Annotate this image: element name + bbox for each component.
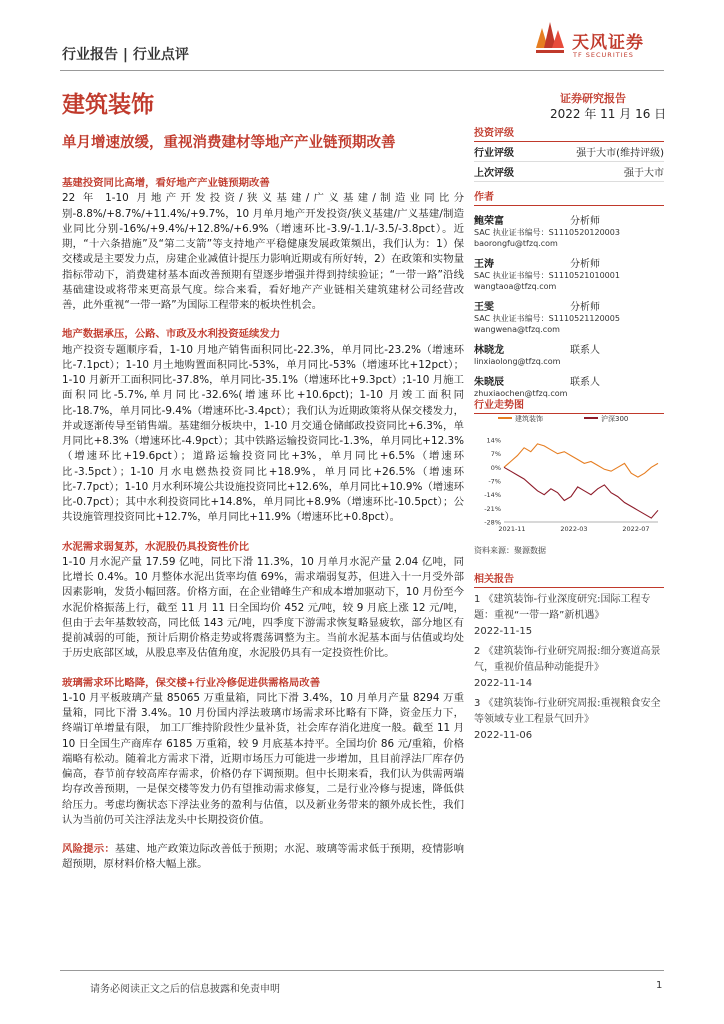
section-heading: 玻璃需求环比略降，保交楼+行业冷修促进供需格局改善	[62, 676, 321, 689]
rating-label: 上次评级	[474, 168, 514, 179]
series-line	[504, 444, 658, 477]
author-role: 分析师	[570, 302, 600, 313]
report-category: 行业报告 | 行业点评	[62, 47, 189, 63]
section-2	[62, 327, 464, 525]
report-date: 2022 年 11 月 16 日	[550, 107, 667, 121]
section-body: 地产投资专题顺序看，1-10 月地产销售面积同比-22.3%，单月同比-23.2%（增速环比-7.1pct）；1-10 月土地购置面积同比-53%，单月同比-53%（增速环比+12pct）；1-10 月新开工面积同比-37.8%，单月同比-35.1%（增速环比+9.3pct）;1-10 月施工面积同比-5.7%,单月同比-32.6%(增速环比+10.6pct)；1-10 月竣工面积同比-18.7%，单月同比-9.4%（增速环比-3.4pct）；我们认为近期政策将从保交楼发力，并或逐渐传导至销售端。基建细分板块中，1-10 月交通仓储邮政投资同比+6.3%，单月同比+8.3%（增速环比-4.9pct）；其中铁路运输投资同比-1.3%，单月同比+12.3%（增速环比+19.6pct）；道路运输投资同比+3%，单月同比+6.5%（增速环比-3.5pct）；1-10 月水电燃热投资同比+18.9%，单月同比+26.5%（增速环比-7.7pct）；1-10 月水利环境公共设施投资同比+12.6%，单月同比+10.9%（增速环比-0.7pct）；其中水利投资同比+14.8%，单月同比+8.9%（增速环比-10.5pct）；公共设施管理投资同比+12.7%，单月同比+11.9%（增速环比+0.8pct）。	[62, 343, 464, 524]
header-divider	[60, 70, 664, 71]
section-body: 1-10 月平板玻璃产量 85065 万重量箱，同比下滑 3.4%，10 月单月产量 8294 万重量箱，同比下滑 3.4%。10 月份国内浮法玻璃市场需求环比略有下降，资金压力下， 终端订单增量有限， 加工厂维持阶段性少量补货，社会库存消化进度一般。截至 11 月 10 日全国生产商库存 6185 万重箱，较 9 月底基本持平。全国均价 86 元/重箱，价格端略有松动。随着北方需求下滑，近期市场压力可能进一步增加，且目前浮法厂库存仍偏高，春节前存较高库存需求，价格仍存下调预期。但中长期来看，我们认为供需两端均存改善预期，一是保交楼等发力仍有望推动需求修复，二是行业冷修与提速，降低供给压力。考虑均衡状态下浮法业务的盈利与估值，以及新业务带来的额外成长性，我们认为当前仍可关注浮法龙头中长期投资价值。	[62, 691, 464, 826]
author-entry	[474, 298, 664, 335]
author-email[interactable]: linxiaolong@tfzq.com	[474, 357, 561, 366]
author-email[interactable]: wangtaoa@tfzq.com	[474, 282, 557, 291]
author-role: 分析师	[570, 216, 600, 227]
author-name: 王涛	[474, 259, 494, 270]
related-reports	[474, 570, 664, 744]
legend-label: 沪深300	[601, 415, 629, 423]
section-1	[62, 176, 464, 313]
author-email[interactable]: zhuxiaochen@tfzq.com	[474, 389, 568, 398]
author-role: 联系人	[570, 345, 600, 356]
logo-subtitle: TF SECURITIES	[573, 51, 634, 59]
author-cert: SAC 执业证书编号：S1110521120005	[474, 314, 620, 323]
y-tick-label: 7%	[490, 450, 501, 459]
author-name: 鲍荣富	[474, 216, 504, 227]
rating-row	[474, 142, 664, 162]
trend-chart-svg	[474, 410, 664, 538]
author-email[interactable]: baorongfu@tfzq.com	[474, 239, 558, 248]
author-name: 林晓龙	[474, 345, 504, 356]
related-date: 2022-11-14	[474, 678, 533, 689]
author-entry	[474, 341, 664, 367]
author-name: 王雯	[474, 302, 494, 313]
related-item[interactable]	[474, 696, 664, 744]
author-name: 朱晓辰	[474, 377, 504, 388]
section-3	[62, 540, 464, 662]
page-number: 1	[656, 980, 663, 991]
y-tick-label: 0%	[490, 463, 501, 472]
trend-chart	[474, 410, 664, 538]
sector-title: 建筑装饰	[62, 92, 154, 118]
related-title: 1 《建筑装饰-行业深度研究:国际工程专题：重视“一带一路”新机遇》	[474, 594, 651, 621]
rating-label: 行业评级	[474, 148, 514, 159]
rating-value: 强于大市	[624, 168, 664, 179]
related-date: 2022-11-06	[474, 730, 533, 741]
author-email[interactable]: wangwena@tfzq.com	[474, 325, 560, 334]
author-entry	[474, 255, 664, 292]
risk-body: 基建、地产政策边际改善低于预期；水泥、玻璃等需求低于预期，疫情影响超预期，原材料价格大幅上涨。	[62, 843, 464, 871]
related-title: 2 《建筑装饰-行业研究周报:细分赛道高景气，重视价值品种动能提升》	[474, 646, 661, 673]
related-title: 3 《建筑装饰-行业研究周报:重视粮食安全等领域专业工程景气回升》	[474, 698, 661, 725]
y-tick-label: 14%	[486, 436, 501, 445]
author-role: 联系人	[570, 377, 600, 388]
rating-row	[474, 162, 664, 182]
section-heading: 地产数据承压，公路、市政及水利投资延续发力	[62, 328, 281, 341]
company-logo	[530, 18, 670, 68]
y-tick-label: -21%	[484, 504, 501, 513]
risk-warning	[62, 842, 464, 873]
x-tick-label: 2022-07	[622, 525, 650, 533]
legend-label: 建筑装饰	[515, 415, 543, 423]
related-item[interactable]	[474, 592, 664, 640]
report-type: 证券研究报告	[560, 92, 626, 105]
x-tick-label: 2021-11	[498, 525, 526, 533]
author-cert: SAC 执业证书编号：S1110520120003	[474, 228, 620, 237]
author-cert: SAC 执业证书编号：S1110521010001	[474, 271, 620, 280]
authors-panel	[474, 188, 664, 399]
y-tick-label: -28%	[484, 518, 501, 527]
related-item[interactable]	[474, 644, 664, 692]
section-4	[62, 676, 464, 829]
trend-head: 行业走势图	[474, 396, 664, 414]
section-heading: 水泥需求弱复苏，水泥股仍具投资性价比	[62, 540, 250, 553]
rating-head: 投资评级	[474, 124, 664, 142]
rating-panel	[474, 124, 664, 182]
related-head: 相关报告	[474, 570, 664, 588]
author-role: 分析师	[570, 259, 600, 270]
y-tick-label: -7%	[488, 477, 501, 486]
disclaimer-note: 请务必阅读正文之后的信息披露和免责申明	[90, 984, 280, 995]
logo-mark-icon	[530, 18, 570, 62]
author-entry	[474, 212, 664, 249]
rating-value: 强于大市(维持评级)	[576, 148, 664, 159]
x-tick-label: 2022-03	[560, 525, 588, 533]
logo-name: 天风证券	[572, 33, 644, 53]
section-heading: 基建投资同比高增，看好地产产业链预期改善	[62, 177, 270, 189]
section-body: 22 年 1-10 月地产开发投资/狭义基建/广义基建/制造业同比分别-8.8%/+8.7%/+11.4%/+9.7%，10 月单月地产开发投资/狭义基建/广义基建/制造业同比分别-16%/+9.4%/+12.8%/+6.9%（增速环比-3.9/-1.1/-3.5/-3.8pct）。近期，“十六条措施”及“第二支箭”等支持地产平稳健康发展政策频出，我们认为：1）保交楼或是主要发力点，房建企业减值计提压力影响近期或有所好转，2）在政策和实物量指标带动下，消费建材基本面改善预期有望逐步增强并得到持续验证；“一带一路”沿线基础建设或将带来更高景气度。综合来看，看好地产产业链相关建筑建材公司经营改善，此外重视“一带一路”为国际工程带来的板块性机会。	[62, 192, 464, 311]
chart-source: 资料来源：聚源数据	[474, 546, 546, 555]
related-date: 2022-11-15	[474, 626, 533, 637]
report-title: 单月增速放缓，重视消费建材等地产产业链预期改善	[62, 135, 396, 151]
risk-heading: 风险提示：	[62, 843, 115, 855]
section-body: 1-10 月水泥产量 17.59 亿吨，同比下滑 11.3%，10 月单月水泥产量 2.04 亿吨，同比增长 0.4%。10 月整体水泥出货率均值 69%，需求端弱复苏，但进入十一月受外部因素影响，发货小幅回落。价格方面，在企业错峰生产和成本增加驱动下，10 月份至今水泥价格振荡上行，截至 11 月 11 日全国均价 452 元/吨，较 9 月底上涨 12 元/吨，但由于去年基数较高，同比低 143 元/吨，四季度下游需求恢复略显疲软，部分地区有提前减弱的可能，预计后期价格走势或将震荡调整为主。当前水泥基本面与估值或均处于历史底部区域，从股息率及估值角度，水泥股仍具有一定投资性价比。	[62, 555, 464, 660]
y-tick-label: -14%	[484, 491, 501, 500]
authors-head: 作者	[474, 188, 664, 206]
footer-divider	[60, 970, 664, 971]
main-content	[62, 176, 464, 887]
